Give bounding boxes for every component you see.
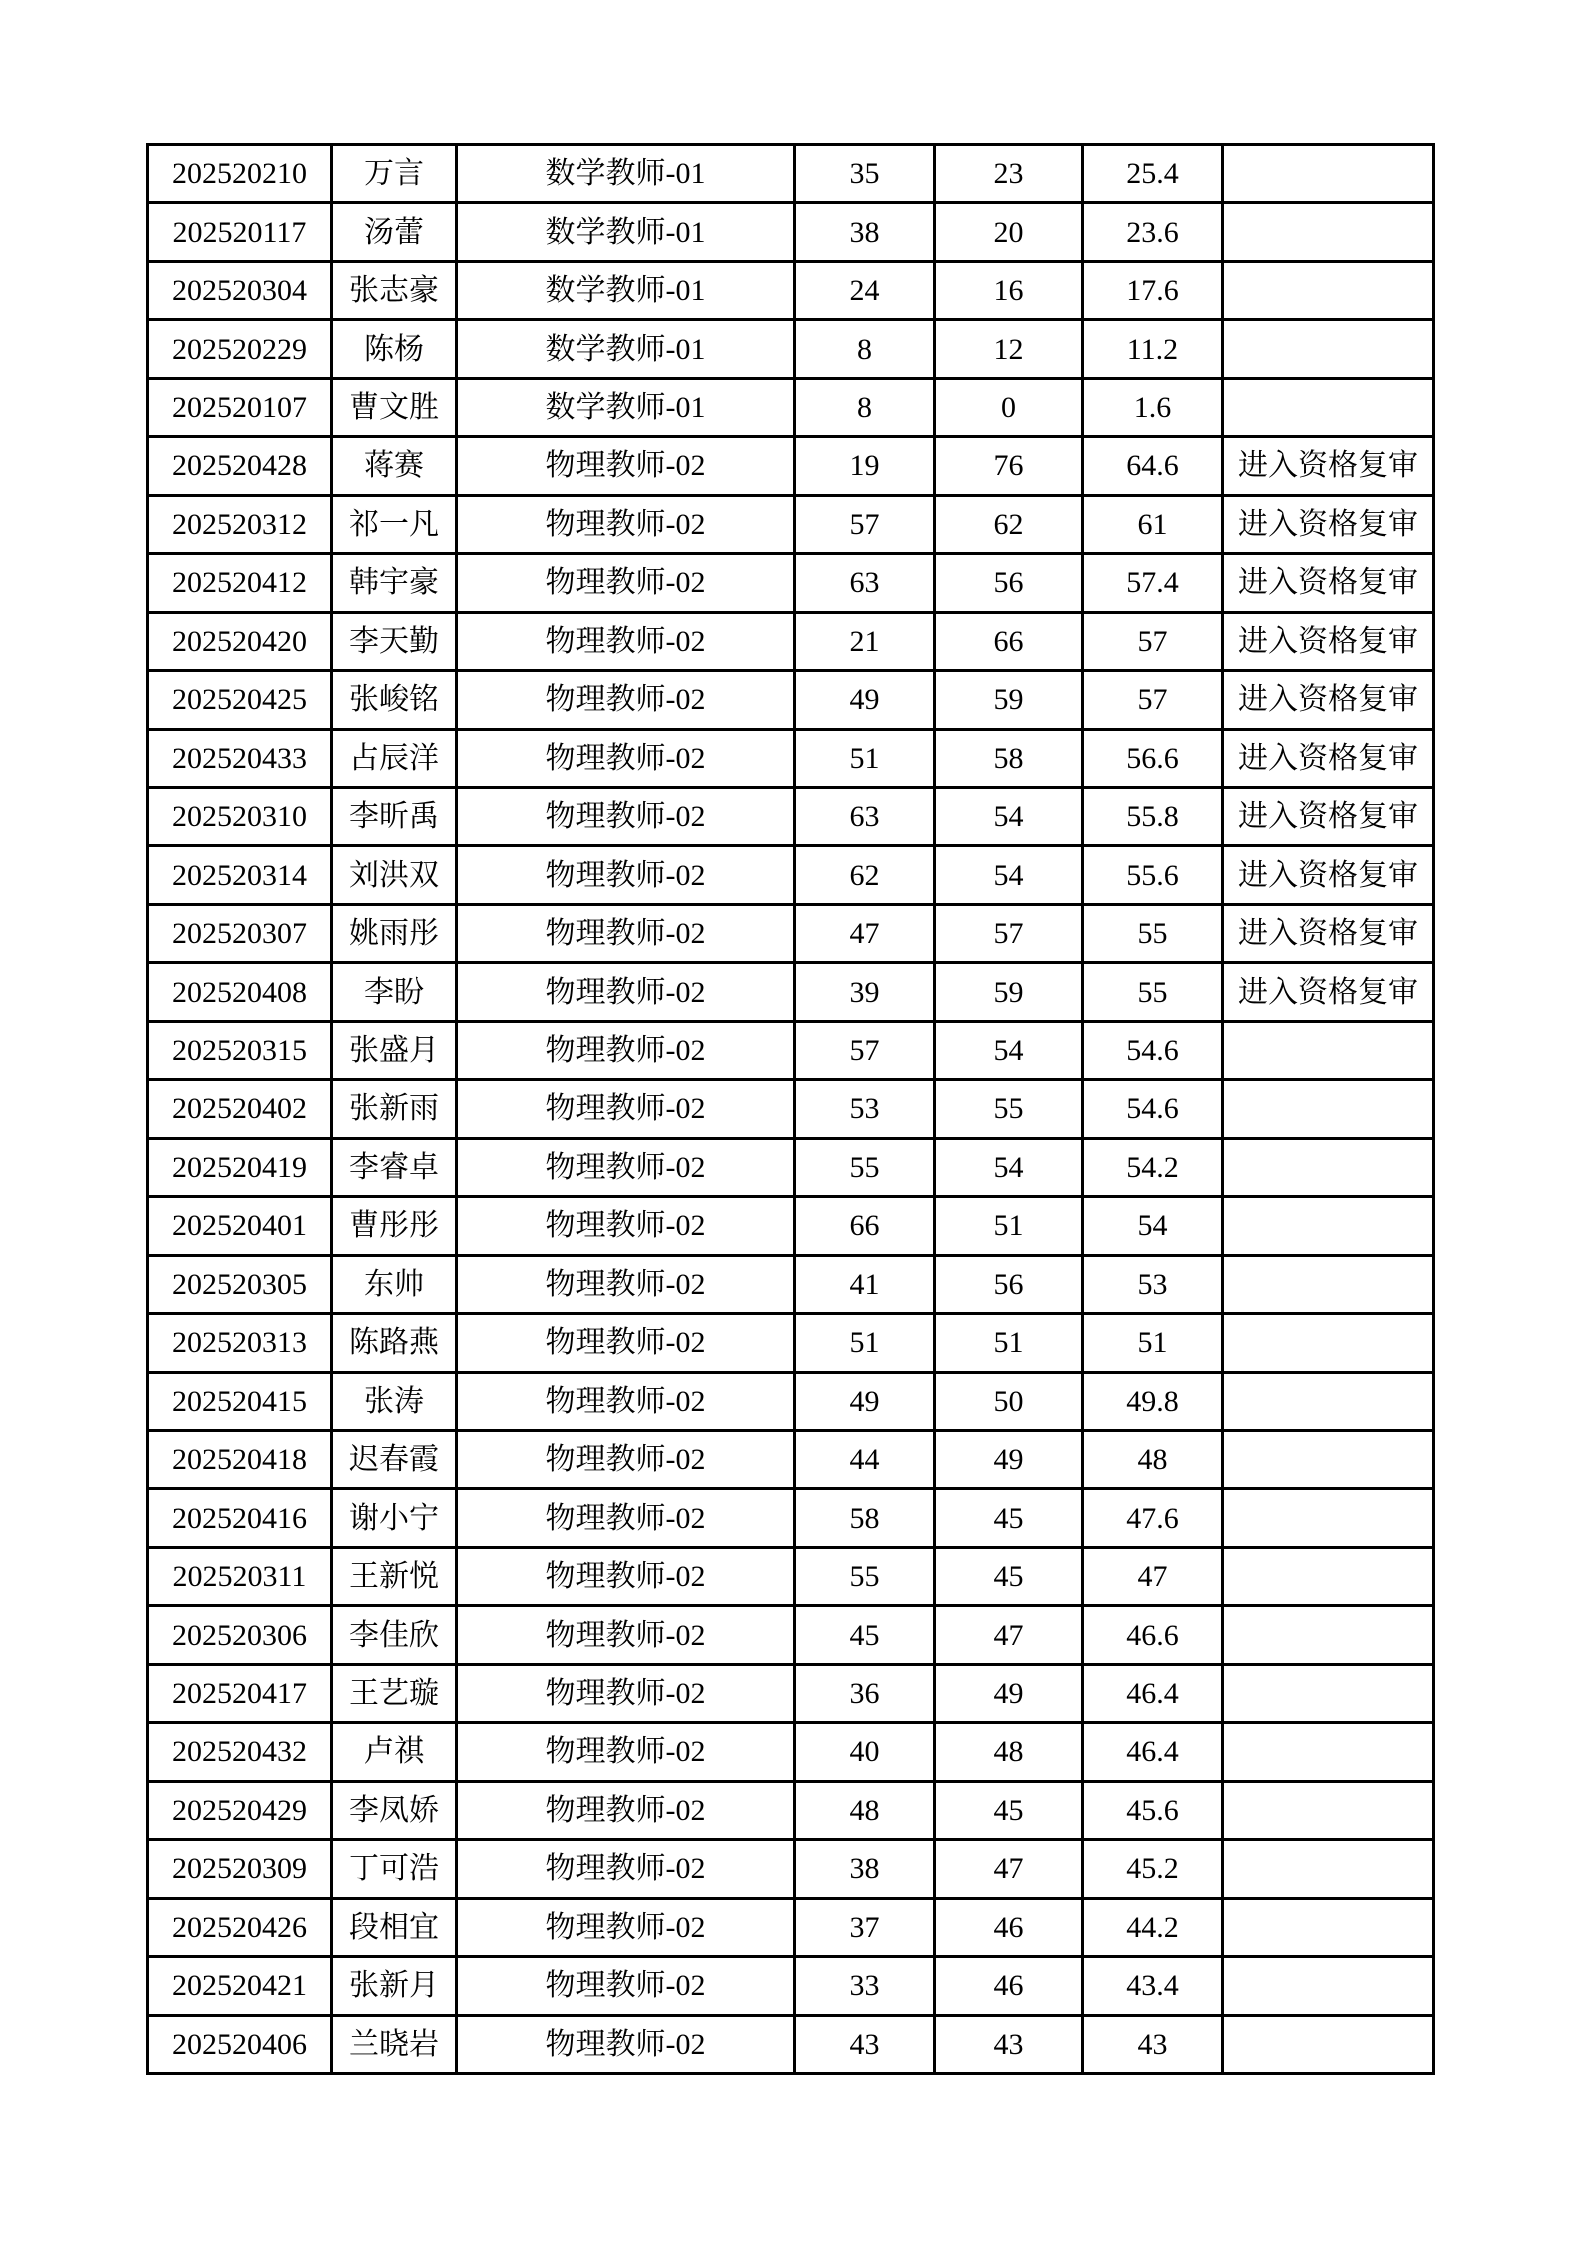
cell-remark (1223, 1840, 1434, 1898)
cell-position: 物理教师-02 (457, 1898, 795, 1956)
table-row (148, 1197, 1434, 1255)
cell-interview-score: 47 (935, 1840, 1083, 1898)
cell-candidate-id: 202520107 (148, 378, 332, 436)
cell-position: 物理教师-02 (457, 1021, 795, 1079)
cell-interview-score: 48 (935, 1723, 1083, 1781)
cell-interview-score: 56 (935, 1255, 1083, 1313)
cell-candidate-id: 202520416 (148, 1489, 332, 1547)
cell-interview-score: 47 (935, 1606, 1083, 1664)
cell-interview-score: 62 (935, 495, 1083, 553)
cell-position: 物理教师-02 (457, 612, 795, 670)
table-row (148, 1606, 1434, 1664)
table-row (148, 846, 1434, 904)
cell-weighted-score: 61 (1083, 495, 1223, 553)
cell-written-score: 41 (795, 1255, 935, 1313)
results-table-body (148, 145, 1434, 2074)
cell-remark: 进入资格复审 (1223, 787, 1434, 845)
cell-weighted-score: 54.6 (1083, 1021, 1223, 1079)
cell-remark (1223, 1957, 1434, 2015)
table-row (148, 1781, 1434, 1839)
cell-interview-score: 49 (935, 1430, 1083, 1488)
cell-candidate-name: 迟春霞 (332, 1430, 457, 1488)
cell-position: 物理教师-02 (457, 1840, 795, 1898)
cell-interview-score: 54 (935, 846, 1083, 904)
cell-written-score: 44 (795, 1430, 935, 1488)
cell-remark (1223, 1547, 1434, 1605)
cell-candidate-id: 202520421 (148, 1957, 332, 2015)
cell-candidate-id: 202520229 (148, 320, 332, 378)
cell-weighted-score: 23.6 (1083, 203, 1223, 261)
cell-position: 物理教师-02 (457, 2015, 795, 2074)
table-row (148, 729, 1434, 787)
cell-interview-score: 0 (935, 378, 1083, 436)
cell-candidate-name: 谢小宁 (332, 1489, 457, 1547)
cell-weighted-score: 44.2 (1083, 1898, 1223, 1956)
cell-candidate-name: 张志豪 (332, 261, 457, 319)
cell-written-score: 21 (795, 612, 935, 670)
cell-interview-score: 45 (935, 1547, 1083, 1605)
cell-candidate-name: 张盛月 (332, 1021, 457, 1079)
cell-weighted-score: 45.2 (1083, 1840, 1223, 1898)
table-row (148, 437, 1434, 495)
cell-candidate-id: 202520314 (148, 846, 332, 904)
cell-position: 数学教师-01 (457, 320, 795, 378)
cell-position: 物理教师-02 (457, 1957, 795, 2015)
cell-interview-score: 76 (935, 437, 1083, 495)
cell-written-score: 47 (795, 904, 935, 962)
cell-remark (1223, 1255, 1434, 1313)
cell-candidate-name: 张新雨 (332, 1080, 457, 1138)
cell-candidate-name: 蒋赛 (332, 437, 457, 495)
cell-candidate-id: 202520315 (148, 1021, 332, 1079)
cell-candidate-name: 李睿卓 (332, 1138, 457, 1196)
cell-candidate-name: 张新月 (332, 1957, 457, 2015)
cell-candidate-name: 李天勤 (332, 612, 457, 670)
cell-written-score: 53 (795, 1080, 935, 1138)
cell-interview-score: 54 (935, 1021, 1083, 1079)
cell-written-score: 39 (795, 963, 935, 1021)
cell-weighted-score: 53 (1083, 1255, 1223, 1313)
cell-weighted-score: 45.6 (1083, 1781, 1223, 1839)
cell-candidate-name: 李昕禹 (332, 787, 457, 845)
cell-interview-score: 46 (935, 1898, 1083, 1956)
cell-remark: 进入资格复审 (1223, 846, 1434, 904)
cell-written-score: 48 (795, 1781, 935, 1839)
cell-position: 物理教师-02 (457, 1489, 795, 1547)
cell-candidate-id: 202520425 (148, 671, 332, 729)
cell-candidate-name: 祁一凡 (332, 495, 457, 553)
cell-interview-score: 66 (935, 612, 1083, 670)
cell-candidate-name: 曹彤彤 (332, 1197, 457, 1255)
cell-remark (1223, 1430, 1434, 1488)
cell-written-score: 49 (795, 671, 935, 729)
cell-weighted-score: 46.6 (1083, 1606, 1223, 1664)
cell-weighted-score: 11.2 (1083, 320, 1223, 378)
table-row (148, 378, 1434, 436)
cell-remark (1223, 1080, 1434, 1138)
cell-candidate-id: 202520402 (148, 1080, 332, 1138)
table-row (148, 261, 1434, 319)
cell-interview-score: 59 (935, 963, 1083, 1021)
cell-interview-score: 55 (935, 1080, 1083, 1138)
cell-candidate-id: 202520420 (148, 612, 332, 670)
table-row (148, 1021, 1434, 1079)
cell-weighted-score: 17.6 (1083, 261, 1223, 319)
cell-candidate-name: 段相宜 (332, 1898, 457, 1956)
cell-position: 数学教师-01 (457, 203, 795, 261)
cell-remark: 进入资格复审 (1223, 904, 1434, 962)
cell-candidate-id: 202520309 (148, 1840, 332, 1898)
cell-candidate-name: 曹文胜 (332, 378, 457, 436)
cell-written-score: 57 (795, 1021, 935, 1079)
cell-written-score: 37 (795, 1898, 935, 1956)
cell-interview-score: 54 (935, 1138, 1083, 1196)
cell-position: 物理教师-02 (457, 437, 795, 495)
cell-candidate-id: 202520310 (148, 787, 332, 845)
table-row (148, 963, 1434, 1021)
table-row (148, 1430, 1434, 1488)
cell-weighted-score: 54 (1083, 1197, 1223, 1255)
cell-remark (1223, 1489, 1434, 1547)
cell-interview-score: 23 (935, 145, 1083, 203)
cell-written-score: 58 (795, 1489, 935, 1547)
table-row (148, 203, 1434, 261)
table-row (148, 787, 1434, 845)
cell-candidate-id: 202520210 (148, 145, 332, 203)
cell-candidate-name: 东帅 (332, 1255, 457, 1313)
cell-remark: 进入资格复审 (1223, 612, 1434, 670)
cell-written-score: 55 (795, 1547, 935, 1605)
cell-written-score: 62 (795, 846, 935, 904)
cell-written-score: 38 (795, 203, 935, 261)
cell-remark (1223, 203, 1434, 261)
cell-candidate-name: 姚雨彤 (332, 904, 457, 962)
table-row (148, 1138, 1434, 1196)
cell-weighted-score: 51 (1083, 1314, 1223, 1372)
cell-remark (1223, 1723, 1434, 1781)
table-row (148, 495, 1434, 553)
table-row (148, 1840, 1434, 1898)
cell-written-score: 40 (795, 1723, 935, 1781)
cell-written-score: 51 (795, 729, 935, 787)
cell-candidate-name: 张涛 (332, 1372, 457, 1430)
cell-candidate-id: 202520426 (148, 1898, 332, 1956)
table-row (148, 1547, 1434, 1605)
cell-remark (1223, 261, 1434, 319)
cell-candidate-name: 王艺璇 (332, 1664, 457, 1722)
cell-written-score: 8 (795, 320, 935, 378)
cell-position: 物理教师-02 (457, 846, 795, 904)
cell-remark: 进入资格复审 (1223, 671, 1434, 729)
cell-interview-score: 59 (935, 671, 1083, 729)
cell-candidate-id: 202520307 (148, 904, 332, 962)
cell-remark (1223, 2015, 1434, 2074)
cell-candidate-name: 万言 (332, 145, 457, 203)
cell-candidate-id: 202520418 (148, 1430, 332, 1488)
cell-weighted-score: 43 (1083, 2015, 1223, 2074)
table-row (148, 320, 1434, 378)
cell-interview-score: 12 (935, 320, 1083, 378)
cell-position: 数学教师-01 (457, 261, 795, 319)
cell-position: 物理教师-02 (457, 554, 795, 612)
cell-written-score: 66 (795, 1197, 935, 1255)
cell-position: 数学教师-01 (457, 145, 795, 203)
cell-remark (1223, 1606, 1434, 1664)
cell-written-score: 45 (795, 1606, 935, 1664)
table-row (148, 671, 1434, 729)
cell-remark (1223, 320, 1434, 378)
cell-candidate-id: 202520428 (148, 437, 332, 495)
cell-written-score: 36 (795, 1664, 935, 1722)
cell-candidate-name: 陈路燕 (332, 1314, 457, 1372)
cell-candidate-id: 202520417 (148, 1664, 332, 1722)
cell-candidate-id: 202520408 (148, 963, 332, 1021)
cell-remark: 进入资格复审 (1223, 729, 1434, 787)
cell-remark (1223, 1898, 1434, 1956)
cell-candidate-id: 202520415 (148, 1372, 332, 1430)
cell-position: 物理教师-02 (457, 1723, 795, 1781)
cell-written-score: 63 (795, 554, 935, 612)
cell-candidate-id: 202520412 (148, 554, 332, 612)
cell-candidate-name: 张峻铭 (332, 671, 457, 729)
cell-remark: 进入资格复审 (1223, 554, 1434, 612)
cell-position: 物理教师-02 (457, 495, 795, 553)
cell-candidate-id: 202520419 (148, 1138, 332, 1196)
cell-candidate-id: 202520312 (148, 495, 332, 553)
cell-candidate-id: 202520313 (148, 1314, 332, 1372)
cell-remark (1223, 378, 1434, 436)
cell-candidate-name: 占辰洋 (332, 729, 457, 787)
cell-remark (1223, 1314, 1434, 1372)
cell-weighted-score: 49.8 (1083, 1372, 1223, 1430)
cell-weighted-score: 43.4 (1083, 1957, 1223, 2015)
cell-candidate-id: 202520432 (148, 1723, 332, 1781)
cell-position: 物理教师-02 (457, 1606, 795, 1664)
cell-candidate-id: 202520429 (148, 1781, 332, 1839)
cell-weighted-score: 57.4 (1083, 554, 1223, 612)
cell-weighted-score: 47 (1083, 1547, 1223, 1605)
cell-position: 物理教师-02 (457, 1314, 795, 1372)
cell-weighted-score: 57 (1083, 671, 1223, 729)
cell-written-score: 57 (795, 495, 935, 553)
cell-interview-score: 20 (935, 203, 1083, 261)
cell-candidate-name: 李佳欣 (332, 1606, 457, 1664)
cell-written-score: 8 (795, 378, 935, 436)
table-row (148, 1080, 1434, 1138)
cell-weighted-score: 55.8 (1083, 787, 1223, 845)
cell-written-score: 55 (795, 1138, 935, 1196)
cell-remark (1223, 1021, 1434, 1079)
cell-candidate-id: 202520433 (148, 729, 332, 787)
cell-written-score: 19 (795, 437, 935, 495)
table-row (148, 554, 1434, 612)
table-row (148, 1723, 1434, 1781)
cell-position: 物理教师-02 (457, 1197, 795, 1255)
table-row (148, 145, 1434, 203)
cell-weighted-score: 54.2 (1083, 1138, 1223, 1196)
cell-position: 物理教师-02 (457, 1664, 795, 1722)
cell-weighted-score: 55 (1083, 904, 1223, 962)
cell-weighted-score: 25.4 (1083, 145, 1223, 203)
cell-candidate-name: 刘洪双 (332, 846, 457, 904)
cell-position: 物理教师-02 (457, 1372, 795, 1430)
cell-weighted-score: 46.4 (1083, 1723, 1223, 1781)
cell-weighted-score: 54.6 (1083, 1080, 1223, 1138)
cell-candidate-name: 兰晓岩 (332, 2015, 457, 2074)
table-row (148, 1489, 1434, 1547)
cell-interview-score: 50 (935, 1372, 1083, 1430)
cell-interview-score: 43 (935, 2015, 1083, 2074)
table-row (148, 904, 1434, 962)
cell-written-score: 63 (795, 787, 935, 845)
cell-remark (1223, 1372, 1434, 1430)
cell-candidate-name: 李凤娇 (332, 1781, 457, 1839)
cell-remark (1223, 1781, 1434, 1839)
cell-weighted-score: 48 (1083, 1430, 1223, 1488)
table-row (148, 1898, 1434, 1956)
cell-candidate-id: 202520401 (148, 1197, 332, 1255)
cell-candidate-name: 陈杨 (332, 320, 457, 378)
cell-weighted-score: 55.6 (1083, 846, 1223, 904)
cell-candidate-name: 丁可浩 (332, 1840, 457, 1898)
cell-remark: 进入资格复审 (1223, 495, 1434, 553)
cell-weighted-score: 56.6 (1083, 729, 1223, 787)
cell-candidate-id: 202520117 (148, 203, 332, 261)
cell-interview-score: 54 (935, 787, 1083, 845)
cell-weighted-score: 64.6 (1083, 437, 1223, 495)
table-row (148, 1314, 1434, 1372)
cell-interview-score: 51 (935, 1197, 1083, 1255)
cell-remark (1223, 145, 1434, 203)
cell-candidate-id: 202520304 (148, 261, 332, 319)
cell-interview-score: 46 (935, 1957, 1083, 2015)
cell-written-score: 33 (795, 1957, 935, 2015)
cell-position: 物理教师-02 (457, 729, 795, 787)
cell-position: 物理教师-02 (457, 904, 795, 962)
cell-interview-score: 16 (935, 261, 1083, 319)
cell-weighted-score: 47.6 (1083, 1489, 1223, 1547)
cell-position: 物理教师-02 (457, 1080, 795, 1138)
cell-interview-score: 58 (935, 729, 1083, 787)
cell-position: 物理教师-02 (457, 1781, 795, 1839)
cell-position: 物理教师-02 (457, 1547, 795, 1605)
table-row (148, 2015, 1434, 2074)
cell-position: 物理教师-02 (457, 1138, 795, 1196)
cell-interview-score: 45 (935, 1781, 1083, 1839)
cell-weighted-score: 1.6 (1083, 378, 1223, 436)
cell-interview-score: 56 (935, 554, 1083, 612)
cell-interview-score: 45 (935, 1489, 1083, 1547)
table-row (148, 612, 1434, 670)
cell-candidate-name: 卢祺 (332, 1723, 457, 1781)
cell-written-score: 24 (795, 261, 935, 319)
cell-written-score: 35 (795, 145, 935, 203)
cell-position: 物理教师-02 (457, 963, 795, 1021)
table-row (148, 1664, 1434, 1722)
cell-remark (1223, 1197, 1434, 1255)
cell-candidate-id: 202520305 (148, 1255, 332, 1313)
cell-candidate-name: 韩宇豪 (332, 554, 457, 612)
cell-candidate-name: 王新悦 (332, 1547, 457, 1605)
cell-weighted-score: 55 (1083, 963, 1223, 1021)
cell-position: 物理教师-02 (457, 1430, 795, 1488)
score-results-table (146, 143, 1435, 2075)
cell-written-score: 49 (795, 1372, 935, 1430)
cell-candidate-name: 李盼 (332, 963, 457, 1021)
cell-candidate-id: 202520311 (148, 1547, 332, 1605)
cell-written-score: 38 (795, 1840, 935, 1898)
table-row (148, 1957, 1434, 2015)
cell-weighted-score: 57 (1083, 612, 1223, 670)
cell-remark: 进入资格复审 (1223, 437, 1434, 495)
cell-position: 数学教师-01 (457, 378, 795, 436)
cell-interview-score: 51 (935, 1314, 1083, 1372)
table-row (148, 1255, 1434, 1313)
cell-candidate-id: 202520306 (148, 1606, 332, 1664)
cell-candidate-name: 汤蕾 (332, 203, 457, 261)
cell-written-score: 51 (795, 1314, 935, 1372)
cell-position: 物理教师-02 (457, 787, 795, 845)
cell-position: 物理教师-02 (457, 1255, 795, 1313)
cell-remark (1223, 1138, 1434, 1196)
cell-weighted-score: 46.4 (1083, 1664, 1223, 1722)
cell-remark (1223, 1664, 1434, 1722)
cell-candidate-id: 202520406 (148, 2015, 332, 2074)
cell-interview-score: 57 (935, 904, 1083, 962)
table-row (148, 1372, 1434, 1430)
cell-interview-score: 49 (935, 1664, 1083, 1722)
cell-written-score: 43 (795, 2015, 935, 2074)
cell-remark: 进入资格复审 (1223, 963, 1434, 1021)
cell-position: 物理教师-02 (457, 671, 795, 729)
